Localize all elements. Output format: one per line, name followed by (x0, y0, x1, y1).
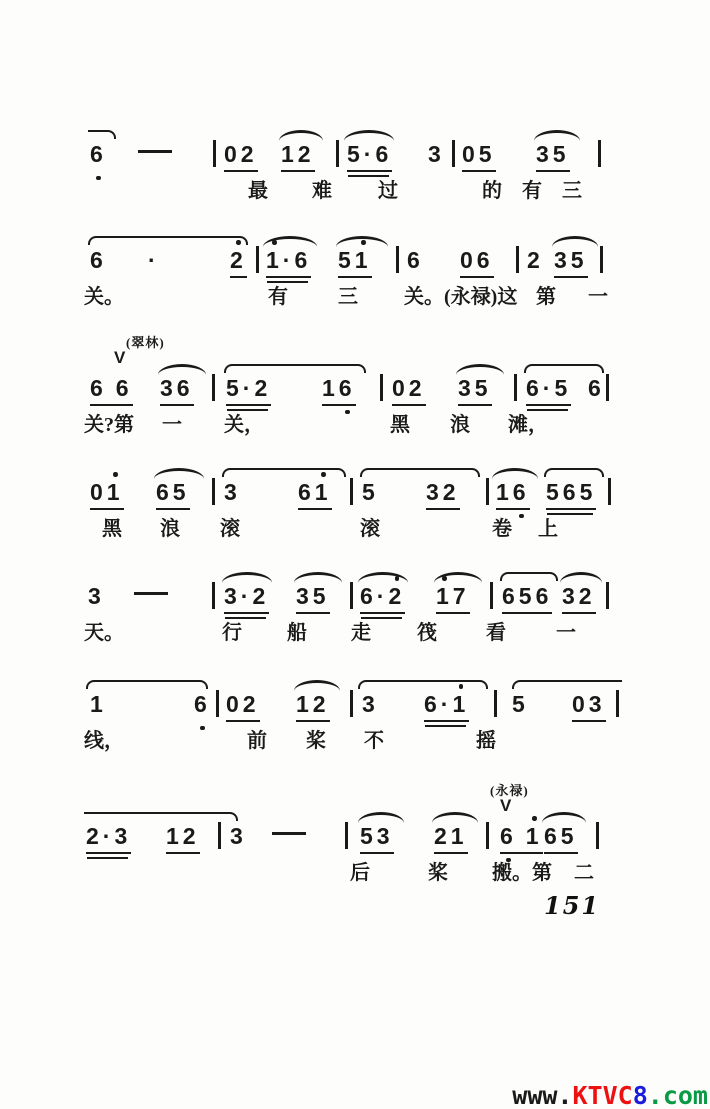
note-digit: 3 (588, 691, 606, 717)
note-digit: · (363, 141, 376, 167)
note-digit: 2 (312, 691, 330, 717)
barline (596, 822, 599, 849)
barline (616, 690, 619, 717)
note-token (224, 478, 241, 506)
lyric: 滩， (508, 414, 548, 436)
barline (486, 822, 489, 849)
lyric: 有 (268, 286, 288, 308)
note-token (600, 246, 603, 276)
note-digit: 0 (224, 141, 241, 167)
barline (350, 690, 353, 717)
barline (600, 246, 603, 273)
note-token (360, 582, 405, 614)
note-digit: 6 (298, 479, 315, 505)
barline (350, 478, 353, 505)
note-token (338, 246, 372, 278)
note-digit: 6 (502, 583, 519, 609)
note-digit: 6 (526, 375, 543, 401)
note-digit: 6 (588, 375, 605, 401)
role-annotation: (翠林) (126, 335, 165, 350)
note-digit: 5 (512, 691, 529, 717)
note-digit: 2 (434, 823, 451, 849)
note-token (588, 374, 605, 402)
note-token (230, 822, 247, 850)
lyric: 黑 (102, 518, 122, 540)
slur (524, 364, 604, 373)
barline (345, 822, 348, 849)
note-token (460, 246, 494, 278)
note-digit: 6 (294, 247, 312, 273)
note-digit: 0 (572, 691, 589, 717)
note-token (424, 690, 469, 722)
note-token (212, 478, 215, 508)
note-digit: 5 (579, 479, 597, 505)
note-digit: 2 (527, 247, 544, 273)
note-digit: 5 (362, 479, 379, 505)
note-token (266, 246, 311, 278)
note-digit: 3 (362, 691, 379, 717)
lyric: 摇 (476, 730, 496, 752)
lyric: 天。 (84, 622, 124, 644)
slur (88, 236, 248, 245)
note-digit: 1 (452, 691, 470, 717)
barline (213, 140, 216, 167)
note-digit: 1 (436, 583, 453, 609)
note-digit: 5 (518, 583, 536, 609)
note-token (606, 582, 609, 612)
note-digit: 6 (424, 691, 441, 717)
note-token (490, 582, 493, 612)
lyric: 有 (522, 180, 542, 202)
note-digit: · (282, 247, 295, 273)
note-digit: 6 (156, 479, 173, 505)
note-digit: 2 (240, 141, 258, 167)
note-digit: 1 (281, 141, 298, 167)
system-6 (0, 690, 710, 782)
note-token (90, 478, 124, 510)
note-token (544, 822, 578, 854)
note-digit: 1 (450, 823, 468, 849)
note-token (434, 822, 468, 854)
system-1 (0, 140, 710, 232)
lyric: 的 (482, 180, 502, 202)
note-token (345, 822, 348, 852)
barline (490, 582, 493, 609)
note-digit: 3 (428, 141, 445, 167)
note-token (216, 690, 219, 720)
lyric: 黑 (390, 414, 410, 436)
note-digit: 5 (474, 375, 492, 401)
note-token (486, 822, 489, 852)
lyric: 上 (538, 518, 558, 540)
lyric: 难 (312, 180, 332, 202)
note-digit: 6 (512, 479, 530, 505)
note-digit: 5 (338, 247, 355, 273)
note-digit: 2 (242, 691, 260, 717)
breath-mark: V (114, 348, 126, 367)
dash-note (138, 150, 172, 153)
note-digit: 6 (90, 247, 107, 273)
note-token (134, 582, 168, 610)
barline (396, 246, 399, 273)
barline (380, 374, 383, 401)
lyric: 卷 (492, 518, 512, 540)
note-digit: 5 (546, 479, 563, 505)
lyric: 走 (351, 622, 371, 644)
note-digit: 1 (525, 823, 543, 849)
note-token (426, 478, 460, 510)
note-token (88, 582, 105, 610)
lyric: 关?第 (84, 414, 134, 436)
lyric: 三 (562, 180, 582, 202)
role-annotation: (永禄) (490, 783, 529, 798)
note-token (486, 478, 489, 508)
note-digit: 3 (296, 583, 313, 609)
note-token (213, 140, 216, 170)
note-digit: · (376, 583, 389, 609)
lyric: 滚 (220, 518, 240, 540)
note-digit: 3 (114, 823, 132, 849)
note-digit: 0 (90, 479, 107, 505)
note-token (212, 374, 215, 404)
note-token (298, 478, 332, 510)
lyric: 看 (486, 622, 506, 644)
lyric: 桨 (428, 862, 448, 884)
lyric: 滚 (360, 518, 380, 540)
barline (516, 246, 519, 273)
note-token (296, 690, 330, 722)
note-digit: 3 (426, 479, 443, 505)
slur (86, 680, 208, 689)
barline (212, 374, 215, 401)
note-token (608, 478, 611, 508)
note-digit: 5 (552, 141, 570, 167)
note-token (350, 690, 353, 720)
note-digit: · (240, 583, 253, 609)
note-token (322, 374, 356, 406)
note-digit: 2 (408, 375, 426, 401)
slur (500, 572, 558, 581)
lyric: 筏 (417, 622, 437, 644)
note-digit: 2 (578, 583, 596, 609)
barline (606, 582, 609, 609)
barline (218, 822, 221, 849)
system-2 (0, 246, 710, 338)
note-token (496, 478, 530, 510)
note-token (226, 690, 260, 722)
note-token (606, 374, 609, 404)
note-token (596, 822, 599, 852)
slur (360, 468, 480, 477)
note-digit: 1 (90, 691, 107, 717)
note-digit: 5 (478, 141, 496, 167)
lyric: 最 (248, 180, 268, 202)
lyric: 第 (536, 286, 556, 308)
note-digit: 6 (90, 375, 107, 401)
note-digit: 6 (176, 375, 194, 401)
note-digit: 3 (376, 823, 394, 849)
note-digit: 3 (88, 583, 105, 609)
note-digit: · (102, 823, 115, 849)
note-token (194, 690, 211, 718)
note-token (256, 246, 259, 276)
note-token (380, 374, 383, 404)
note-token (90, 140, 107, 168)
note-digit: 6 (338, 375, 356, 401)
note-digit: 6 (407, 247, 424, 273)
lyric: 前 (247, 730, 267, 752)
note-digit: 6 (476, 247, 494, 273)
slur (358, 680, 488, 689)
note-token (527, 246, 544, 274)
watermark (512, 1081, 708, 1109)
note-token (218, 822, 221, 852)
note-digit: 2 (442, 479, 460, 505)
note-digit: 6 (115, 375, 133, 401)
note-digit: 1 (266, 247, 283, 273)
note-digit: 6 (194, 691, 211, 717)
note-token (514, 374, 517, 404)
slur (544, 468, 604, 477)
note-digit: 0 (392, 375, 409, 401)
lyric: 一 (588, 286, 608, 308)
note-digit: 3 (224, 583, 241, 609)
note-token (572, 690, 606, 722)
lyric: 搬。第 (492, 862, 552, 884)
note-token (90, 246, 107, 274)
note-digit: 5 (570, 247, 588, 273)
note-digit: 5 (560, 823, 578, 849)
system-7 (0, 783, 710, 914)
barline (606, 374, 609, 401)
barline (514, 374, 517, 401)
note-token (224, 582, 269, 614)
note-token (546, 478, 596, 510)
note-token (407, 246, 424, 274)
note-digit: 0 (462, 141, 479, 167)
note-token (458, 374, 492, 406)
barline (608, 478, 611, 505)
watermark-com: .com (647, 1081, 708, 1109)
note-digit: 2 (252, 583, 270, 609)
lyric: 后 (350, 862, 370, 884)
lyric: 船 (287, 622, 307, 644)
note-token (516, 246, 519, 276)
note-digit: 5 (554, 375, 572, 401)
note-token (554, 246, 588, 278)
note-digit: 5 (360, 823, 377, 849)
lyric: 不 (364, 730, 384, 752)
note-digit: · (242, 375, 255, 401)
note-digit: 5 (172, 479, 190, 505)
slur (512, 680, 622, 689)
barline (212, 478, 215, 505)
note-digit: 2 (388, 583, 406, 609)
note-token (160, 374, 194, 406)
page-number: 151 (544, 891, 601, 920)
note-token (90, 690, 107, 718)
note-digit: 5 (226, 375, 243, 401)
note-digit: 7 (452, 583, 470, 609)
note-token (296, 582, 330, 614)
barline (350, 582, 353, 609)
watermark-8: 8 (632, 1081, 648, 1109)
note-digit: 6 (535, 583, 553, 609)
note-digit: 1 (314, 479, 332, 505)
note-token (226, 374, 271, 406)
barline (452, 140, 455, 167)
note-token (138, 140, 172, 168)
note-digit: 3 (458, 375, 475, 401)
lyric: 浪 (160, 518, 180, 540)
barline (494, 690, 497, 717)
note-digit: 2 (182, 823, 200, 849)
barline (212, 582, 215, 609)
note-token (616, 690, 619, 720)
barline (216, 690, 219, 717)
system-4 (0, 478, 710, 570)
note-digit: 6 (375, 141, 393, 167)
note-digit: 1 (322, 375, 339, 401)
note-digit: 2 (230, 247, 247, 273)
note-digit: 6 (360, 583, 377, 609)
note-digit: 1 (354, 247, 372, 273)
watermark-ktvc: KTVC (572, 1081, 633, 1109)
lyric: 过 (378, 180, 398, 202)
note-token (562, 582, 596, 614)
note-token (360, 822, 394, 854)
lyric: 关， (224, 414, 264, 436)
note-digit: 5 (347, 141, 364, 167)
lyric: 关。 (84, 286, 124, 308)
note-digit: 3 (230, 823, 247, 849)
lyric: 浪 (450, 414, 470, 436)
note-digit: 1 (496, 479, 513, 505)
note-digit: 2 (254, 375, 272, 401)
dash-note (272, 832, 306, 835)
note-token (428, 140, 445, 168)
lyric: 三 (338, 286, 358, 308)
note-token (230, 246, 247, 278)
note-digit: · (148, 247, 160, 273)
slur (84, 812, 238, 821)
note-digit: 0 (226, 691, 243, 717)
note-token (362, 690, 379, 718)
note-token (502, 582, 552, 614)
barline (598, 140, 601, 167)
slur (222, 468, 346, 477)
lyric: 一 (556, 622, 576, 644)
note-digit: 3 (160, 375, 177, 401)
note-digit: · (542, 375, 555, 401)
note-token (336, 140, 339, 170)
note-token (350, 478, 353, 508)
note-digit: 3 (224, 479, 241, 505)
note-digit: 5 (312, 583, 330, 609)
note-digit: 3 (562, 583, 579, 609)
note-token (396, 246, 399, 276)
note-token (536, 140, 570, 172)
note-token (86, 822, 131, 854)
note-digit: 3 (536, 141, 553, 167)
system-3 (0, 335, 710, 466)
note-digit: 1 (296, 691, 313, 717)
barline (336, 140, 339, 167)
note-token (212, 582, 215, 612)
note-token (281, 140, 315, 172)
lyric: 线， (84, 730, 124, 752)
barline (486, 478, 489, 505)
barline (256, 246, 259, 273)
note-digit: · (440, 691, 453, 717)
note-token (148, 246, 160, 274)
slur (224, 364, 366, 373)
system-5 (0, 582, 710, 674)
note-digit: 6 (562, 479, 580, 505)
note-token (90, 374, 133, 406)
note-digit: 2 (297, 141, 315, 167)
note-token (436, 582, 470, 614)
note-token (392, 374, 426, 406)
note-digit: 6 (500, 823, 517, 849)
note-token (347, 140, 392, 172)
note-digit: 1 (166, 823, 183, 849)
note-digit: 1 (106, 479, 124, 505)
breath-mark: V (500, 796, 512, 815)
dash-note (134, 592, 168, 595)
note-token (598, 140, 601, 170)
note-digit: 0 (460, 247, 477, 273)
slur (88, 130, 116, 139)
note-token (350, 582, 353, 612)
note-token (462, 140, 496, 172)
lyric: 关。(永禄)这 (404, 286, 518, 308)
note-digit: 2 (86, 823, 103, 849)
watermark-www: www. (512, 1081, 573, 1109)
note-token (452, 140, 455, 170)
note-token (512, 690, 529, 718)
note-digit: 3 (554, 247, 571, 273)
lyric: 一 (162, 414, 182, 436)
note-token (362, 478, 379, 506)
note-token (272, 822, 306, 850)
note-digit: 6 (544, 823, 561, 849)
note-token (526, 374, 571, 406)
note-token (224, 140, 258, 172)
lyric: 二 (574, 862, 594, 884)
note-token (156, 478, 190, 510)
lyric: 行 (222, 622, 242, 644)
note-token (166, 822, 200, 854)
lyric: 桨 (306, 730, 326, 752)
note-digit: 6 (90, 141, 107, 167)
note-token (500, 822, 543, 854)
note-token (494, 690, 497, 720)
